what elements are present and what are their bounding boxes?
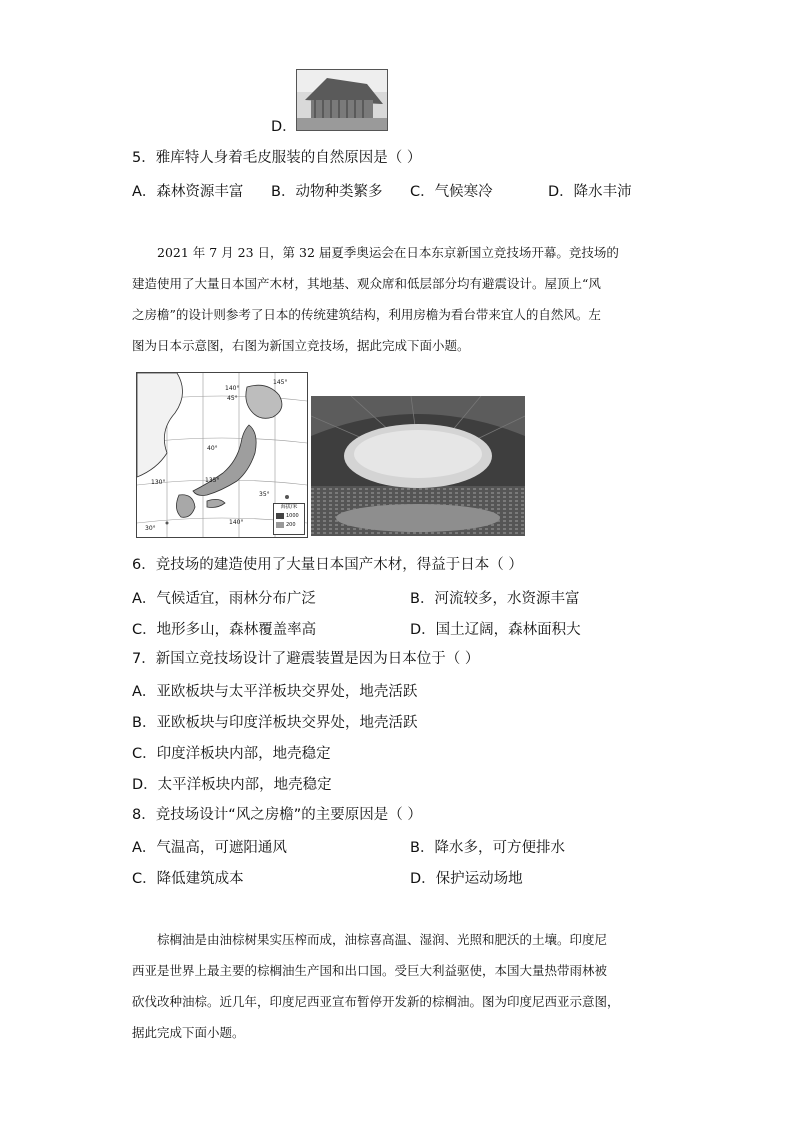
lat-label: 30° xyxy=(145,525,156,532)
passage-palm-oil xyxy=(132,930,620,1043)
passage-tokyo-stadium xyxy=(132,243,619,356)
q7-option-d[interactable]: D．太平洋板块内部，地壳稳定 xyxy=(132,777,332,793)
lon-label: 140° xyxy=(229,519,244,526)
lon-label: 140° xyxy=(225,385,240,392)
passage-line: 图为日本示意图，右图为新国立竞技场，据此完成下面小题。 xyxy=(132,338,470,353)
q5-stem: 5．雅库特人身着毛皮服装的自然原因是（ ） xyxy=(132,150,422,166)
q5-option-b[interactable]: B．动物种类繁多 xyxy=(271,184,383,200)
q8-option-d[interactable]: D．保护运动场地 xyxy=(410,871,523,887)
legend-swatch-low xyxy=(276,522,284,528)
q6-option-c[interactable]: C．地形多山，森林覆盖率高 xyxy=(132,622,317,638)
q5-option-a[interactable]: A．森林资源丰富 xyxy=(132,184,244,200)
option-d-label: D． xyxy=(271,119,297,135)
q7-option-a[interactable]: A．亚欧板块与太平洋板块交界处，地壳活跃 xyxy=(132,684,418,700)
legend-title: 海拔/米 xyxy=(280,504,298,510)
q8-option-b[interactable]: B．降水多，可方便排水 xyxy=(410,840,565,856)
passage-line: 棕榈油是由油棕树果实压榨而成，油棕喜高温、湿润、光照和肥沃的土壤。印度尼 xyxy=(157,932,608,947)
passage-line: 建造使用了大量日本国产木材，其地基、观众席和低层部分均有避震设计。屋顶上“风 xyxy=(132,276,601,291)
legend-value: 1000 xyxy=(286,513,299,519)
lat-label: 40° xyxy=(207,445,218,452)
q7-option-c[interactable]: C．印度洋板块内部，地壳稳定 xyxy=(132,746,331,762)
legend-swatch-high xyxy=(276,513,284,519)
q7-option-b[interactable]: B．亚欧板块与印度洋板块交界处，地壳活跃 xyxy=(132,715,418,731)
passage-line: 西亚是世界上最主要的棕榈油生产国和出口国。受巨大利益驱使，本国大量热带雨林被 xyxy=(132,963,608,978)
lon-label: 135° xyxy=(205,477,220,484)
q5-option-c[interactable]: C．气候寒冷 xyxy=(410,184,493,200)
q7-stem: 7．新国立竞技场设计了避震装置是因为日本位于（ ） xyxy=(132,651,480,667)
japan-map xyxy=(136,372,308,538)
q6-option-d[interactable]: D．国土辽阔，森林面积大 xyxy=(410,622,581,638)
q8-option-c[interactable]: C．降低建筑成本 xyxy=(132,871,244,887)
lon-label: 145° xyxy=(273,379,288,386)
q6-stem: 6．竞技场的建造使用了大量日本国产木材，得益于日本（ ） xyxy=(132,557,523,573)
q8-stem: 8．竞技场设计“风之房檐”的主要原因是（ ） xyxy=(132,807,422,823)
q6-option-b[interactable]: B．河流较多，水资源丰富 xyxy=(410,591,580,607)
passage-line: 据此完成下面小题。 xyxy=(132,1025,245,1040)
lat-label: 45° xyxy=(227,395,238,402)
elevation-legend xyxy=(273,503,305,535)
passage-line: 砍伐改种油棕。近几年，印度尼西亚宣布暂停开发新的棕榈油。图为印度尼西亚示意图， xyxy=(132,994,620,1009)
house-photo xyxy=(296,69,388,131)
q5-option-d[interactable]: D．降水丰沛 xyxy=(548,184,632,200)
lon-label: 130° xyxy=(151,479,166,486)
legend-value: 200 xyxy=(286,522,296,528)
passage-line: 2021 年 7 月 23 日，第 32 届夏季奥运会在日本东京新国立竞技场开幕。竞技场的 xyxy=(157,245,619,260)
stadium-photo xyxy=(311,396,525,536)
lat-label: 35° xyxy=(259,491,270,498)
q6-option-a[interactable]: A．气候适宜，雨林分布广泛 xyxy=(132,591,316,607)
q8-option-a[interactable]: A．气温高，可遮阳通风 xyxy=(132,840,287,856)
passage-line: 之房檐”的设计则参考了日本的传统建筑结构，利用房檐为看台带来宜人的自然风。左 xyxy=(132,307,601,322)
